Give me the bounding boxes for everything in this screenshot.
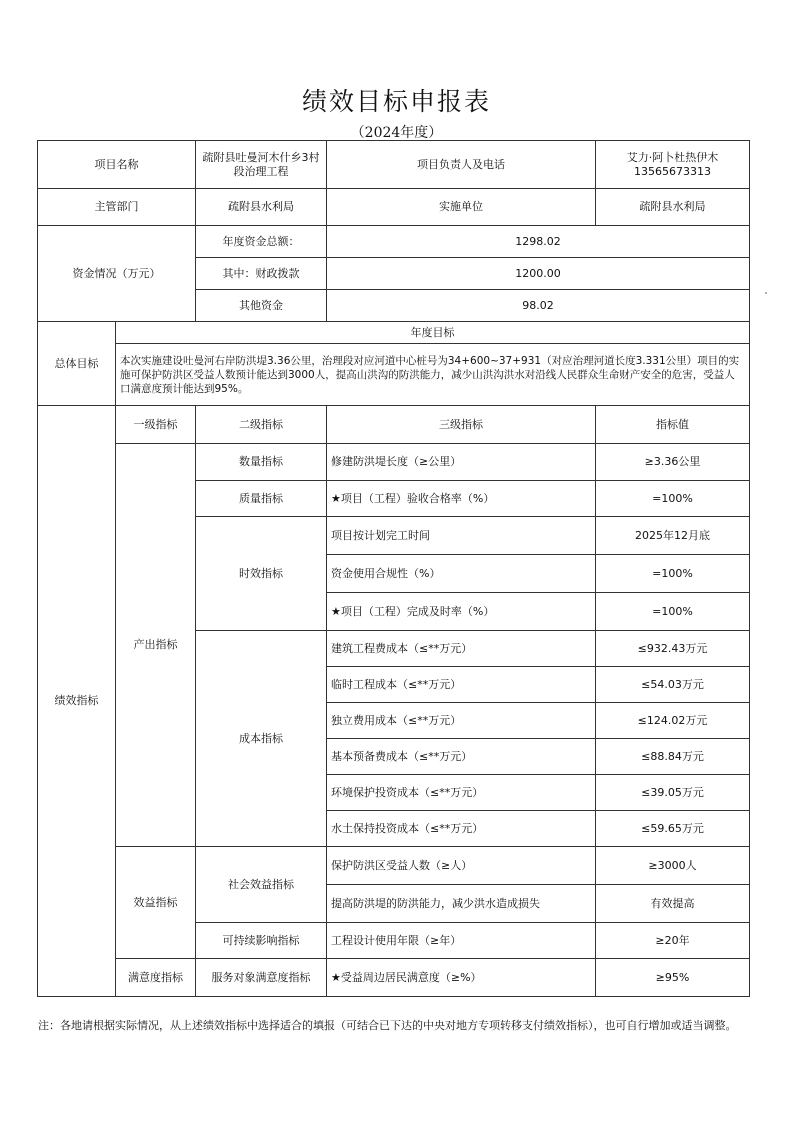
indicator-name: 基本预备费成本（≤**万元） [327,739,596,775]
quantity-label: 数量指标 [196,444,327,481]
impl-label: 实施单位 [327,189,596,226]
indicator-row [38,847,750,885]
time-label: 时效指标 [196,517,327,631]
goal-text: 本次实施建设吐曼河右岸防洪堤3.36公里，治理段对应河道中心桩号为34+600~37+931（对应治理河道长度3.331公里）项目的实施可保护防洪区受益人数预计能达到3000人，提高山洪沟的防洪能力，减少山洪沟洪水对沿线人民群众生命财产安全的危害，受益人口满意度预计能达到95%。 [116,344,750,406]
indicator-row [38,444,750,481]
funds-item-name: 其中：财政拨款 [196,258,327,290]
indicator-value: ≥3.36公里 [596,444,750,481]
output-label: 产出指标 [116,444,196,847]
indicator-name: ★项目（工程）验收合格率（%） [327,481,596,517]
sustain-label: 可持续影响指标 [196,923,327,959]
goal-text-row [38,344,750,406]
indicator-value: =100% [596,481,750,517]
indicator-name: 提高防洪堤的防洪能力，减少洪水造成损失 [327,885,596,923]
indicator-value: ≤39.05万元 [596,775,750,811]
indicator-value: ≤54.03万元 [596,667,750,703]
document-subtitle: （2024年度） [350,125,443,141]
social-label: 社会效益指标 [196,847,327,923]
dept-value: 疏附县水利局 [196,189,327,226]
goal-header-row [38,322,750,344]
indicator-name: 保护防洪区受益人数（≥人） [327,847,596,885]
project-name-row [38,141,750,189]
goal-header: 年度目标 [116,322,750,344]
indicator-name: 修建防洪堤长度（≥公里） [327,444,596,481]
owner-label: 项目负责人及电话 [327,141,596,189]
document-title: 绩效目标申报表 [301,87,491,116]
owner-value: 艾力·阿卜杜热伊木 13565673313 [596,141,750,189]
indicator-row [38,959,750,997]
indicator-name: 临时工程成本（≤**万元） [327,667,596,703]
dept-label: 主管部门 [38,189,196,226]
indicator-value: 有效提高 [596,885,750,923]
benefit-label: 效益指标 [116,847,196,959]
performance-goal-table [37,140,750,997]
satisfaction-label: 满意度指标 [116,959,196,997]
indicator-name: ★受益周边居民满意度（≥%） [327,959,596,997]
indicator-value: ≥95% [596,959,750,997]
indicators-label: 绩效指标 [38,406,116,997]
indicator-name: 工程设计使用年限（≥年） [327,923,596,959]
funds-item-value: 1298.02 [327,226,750,258]
goal-label: 总体目标 [38,322,116,406]
funds-item-value: 98.02 [327,290,750,322]
indicator-name: 水土保持投资成本（≤**万元） [327,811,596,847]
department-row [38,189,750,226]
indicator-value: ≤124.02万元 [596,703,750,739]
scan-speck [765,292,767,294]
indicator-value: 2025年12月底 [596,517,750,555]
funds-item-name: 其他资金 [196,290,327,322]
funds-label: 资金情况（万元） [38,226,196,322]
indicator-name: 建筑工程费成本（≤**万元） [327,631,596,667]
footnote: 注：各地请根据实际情况，从上述绩效指标中选择适合的填报（可结合已下达的中央对地方专项转移支付绩效指标），也可自行增加或适当调整。 [38,1019,737,1032]
impl-value: 疏附县水利局 [596,189,750,226]
indicator-value: =100% [596,555,750,593]
indicator-name: 项目按计划完工时间 [327,517,596,555]
indicator-value: ≥3000人 [596,847,750,885]
indicator-value: ≤88.84万元 [596,739,750,775]
col-level1: 一级指标 [116,406,196,444]
indicator-name: ★项目（工程）完成及时率（%） [327,593,596,631]
indicator-name: 资金使用合规性（%） [327,555,596,593]
indicator-value: =100% [596,593,750,631]
indicator-value: ≥20年 [596,923,750,959]
indicator-name: 独立费用成本（≤**万元） [327,703,596,739]
cost-label: 成本指标 [196,631,327,847]
indicator-header-row [38,406,750,444]
indicator-value: ≤59.65万元 [596,811,750,847]
col-level2: 二级指标 [196,406,327,444]
col-level3: 三级指标 [327,406,596,444]
funds-item-value: 1200.00 [327,258,750,290]
quality-label: 质量指标 [196,481,327,517]
project-name-label: 项目名称 [38,141,196,189]
service-label: 服务对象满意度指标 [196,959,327,997]
indicator-value: ≤932.43万元 [596,631,750,667]
project-name-value: 疏附县吐曼河木什乡3村段治理工程 [196,141,327,189]
col-value: 指标值 [596,406,750,444]
funds-row-total [38,226,750,258]
funds-item-name: 年度资金总额： [196,226,327,258]
indicator-name: 环境保护投资成本（≤**万元） [327,775,596,811]
